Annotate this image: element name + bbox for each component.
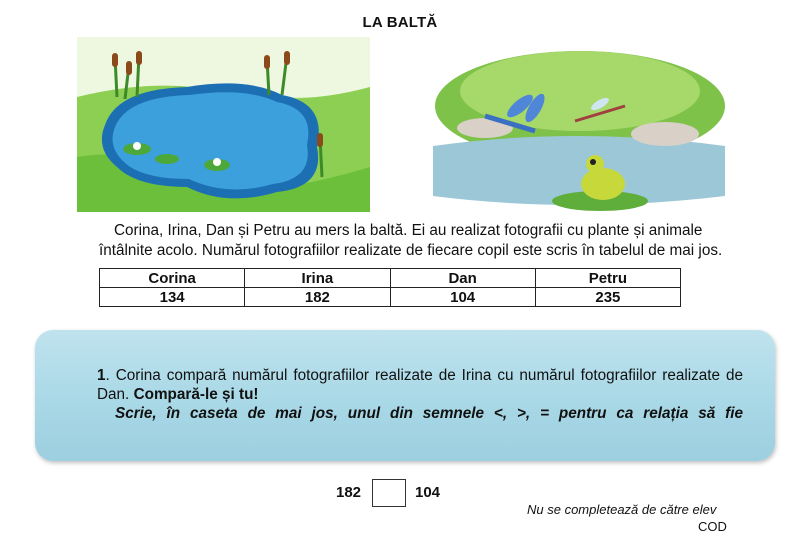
intro-line-1: Corina, Irina, Dan și Petru au mers la baltă. Ei au realizat fotografii cu plante și animale: [114, 222, 703, 239]
header-dan: Dan: [390, 269, 535, 288]
header-corina: Corina: [100, 269, 245, 288]
task-instruction: Scrie, în caseta de mai jos, unul din semnele <, >, = pentru ca relația să fie: [115, 405, 743, 422]
grader-note: Nu se completează de către elev: [527, 502, 717, 517]
frog-illustration: [425, 36, 730, 214]
intro-paragraph: [99, 221, 751, 261]
photos-table: [99, 268, 681, 307]
value-petru: 235: [535, 288, 680, 307]
value-irina: 182: [245, 288, 390, 307]
intro-line-2: întâlnite acolo. Numărul fotografiilor realizate de fiecare copil este scris în tabelul de mai jos.: [99, 242, 723, 259]
header-irina: Irina: [245, 269, 390, 288]
task-text: [97, 366, 743, 423]
code-label: COD: [698, 519, 727, 534]
comparison-left-value: 182: [336, 484, 362, 501]
table-row: [100, 288, 681, 307]
comparison-right-value: 104: [415, 484, 441, 501]
pond-illustration: [77, 37, 370, 212]
table-header-row: [100, 269, 681, 288]
task-emphasis: Compară-le și tu!: [133, 386, 259, 403]
task-statement: . Corina compară numărul fotografiilor realizate de Irina cu numărul fotografiilor realizate de Dan.: [97, 367, 743, 403]
header-petru: Petru: [535, 269, 680, 288]
answer-box[interactable]: [372, 479, 406, 507]
value-dan: 104: [390, 288, 535, 307]
task-number: 1: [97, 367, 106, 384]
value-corina: 134: [100, 288, 245, 307]
page-title: LA BALTĂ: [362, 14, 438, 31]
